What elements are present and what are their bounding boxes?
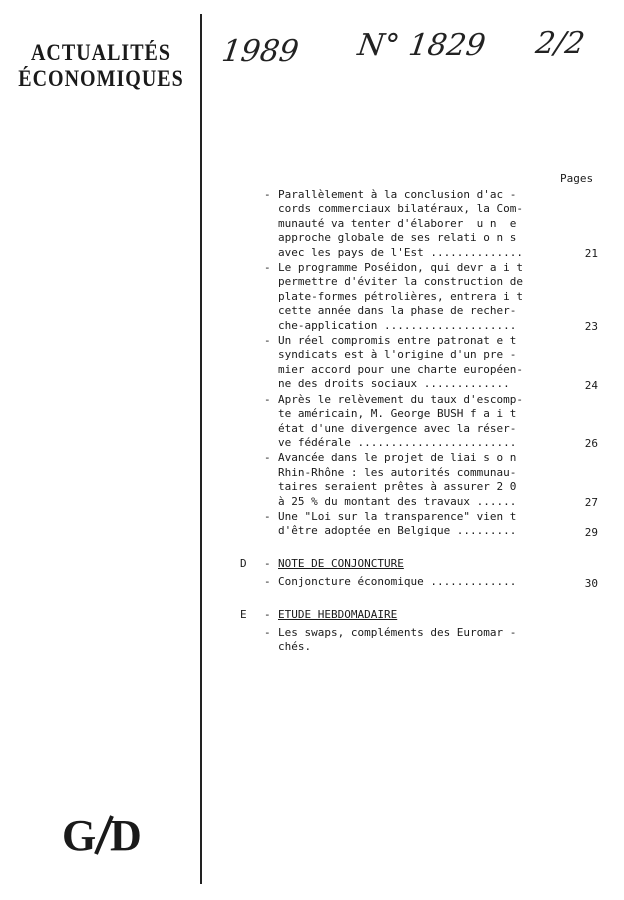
entry-dash: - (264, 625, 271, 639)
masthead-line-2: ÉCONOMIQUES (18, 66, 184, 92)
toc-section (240, 557, 600, 590)
section-heading (240, 608, 600, 622)
entry-line: à 25 % du montant des travaux ...... (278, 494, 517, 508)
handwritten-part: 2/2 (533, 26, 587, 61)
entry-page-number: 29 (584, 525, 598, 539)
toc-entry (240, 510, 600, 539)
entry-line: Avancée dans le projet de liai s o n (278, 451, 517, 465)
entry-dash: - (264, 451, 271, 465)
vertical-divider (200, 14, 202, 884)
entry-line: Rhin-Rhône : les autorités communau- (278, 465, 517, 479)
entry-line: état d'une divergence avec la réser- (278, 421, 517, 435)
entry-line: cords commerciaux bilatéraux, la Com- (278, 202, 524, 216)
entry-text (264, 188, 600, 260)
entry-line: Les swaps, compléments des Euromar - (278, 625, 517, 639)
toc-entry (240, 334, 600, 392)
toc-entry (240, 261, 600, 333)
entry-line: Un réel compromis entre patronat e t (278, 334, 517, 348)
entry-line: cette année dans la phase de recher- (278, 304, 517, 318)
section-letter: D (240, 556, 247, 570)
entry-page-number: 23 (584, 320, 598, 334)
entry-line: Parallèlement à la conclusion d'ac - (278, 188, 517, 201)
section-title: ETUDE HEBDOMADAIRE (278, 607, 398, 621)
toc-section (240, 608, 600, 655)
section-entry (240, 575, 600, 589)
entry-dash: - (264, 334, 271, 348)
section-dash: - (264, 607, 271, 621)
entry-line: te américain, M. George BUSH f a i t (278, 407, 517, 421)
masthead (6, 40, 196, 92)
entry-line: chés. (278, 640, 312, 654)
section-entry (240, 626, 600, 655)
entry-text (264, 393, 600, 451)
toc-entry (240, 451, 600, 509)
svg-text:G: G (62, 811, 97, 858)
toc-entry (240, 393, 600, 451)
entry-line: munauté va tenter d'élaborer u n e (278, 216, 517, 230)
entry-dash: - (264, 188, 271, 201)
section-letter: E (240, 607, 247, 621)
handwritten-issue-number: N° 1829 (355, 28, 488, 63)
entry-line: syndicats est à l'origine d'un pre - (278, 348, 517, 362)
entry-page-number: 30 (584, 576, 598, 590)
entry-text (264, 510, 600, 539)
entry-line: ve fédérale ........................ (278, 435, 517, 449)
entry-line: Le programme Poséidon, qui devr a i t (278, 261, 524, 275)
entry-line: d'être adoptée en Belgique ......... (278, 524, 517, 538)
masthead-line-1: ACTUALITÉS (30, 40, 172, 66)
entry-line: approche globale de ses relati o n s (278, 231, 517, 245)
section-heading (240, 557, 600, 571)
entry-line: taires seraient prêtes à assurer 2 0 (278, 480, 517, 494)
entry-line: Une "Loi sur la transparence" vien t (278, 509, 517, 523)
entry-text (264, 626, 600, 655)
entry-line: avec les pays de l'Est .............. (278, 245, 524, 259)
entry-page-number: 21 (584, 247, 598, 261)
entry-line: ne des droits sociaux ............. (278, 377, 510, 391)
svg-text:D: D (110, 811, 142, 858)
entry-line: plate-formes pétrolières, entrera i t (278, 289, 524, 303)
gd-monogram-icon (58, 810, 150, 858)
toc-entry (240, 188, 600, 260)
toc-sections (240, 557, 600, 655)
entry-line: permettre d'éviter la construction de (278, 275, 524, 289)
entry-page-number: 24 (584, 378, 598, 392)
entry-text (264, 261, 600, 333)
entry-dash: - (264, 575, 271, 589)
entry-line: mier accord pour une charte européen- (278, 362, 524, 376)
entry-dash: - (264, 392, 271, 406)
pages-column-header: Pages (560, 172, 594, 185)
entry-text (264, 451, 600, 509)
handwritten-year: 1989 (219, 34, 301, 69)
entry-line: che-application .................... (278, 318, 517, 332)
entry-page-number: 27 (584, 495, 598, 509)
entry-text (264, 575, 600, 589)
section-title: NOTE DE CONJONCTURE (278, 556, 404, 570)
entry-line: Après le relèvement du taux d'escomp- (278, 392, 524, 406)
entry-dash: - (264, 509, 271, 523)
entry-text (264, 334, 600, 392)
section-dash: - (264, 556, 271, 570)
entry-dash: - (264, 261, 271, 275)
table-of-contents (240, 188, 600, 656)
toc-entries (240, 188, 600, 539)
entry-line: Conjoncture économique ............. (278, 575, 517, 589)
entry-page-number: 26 (584, 437, 598, 451)
